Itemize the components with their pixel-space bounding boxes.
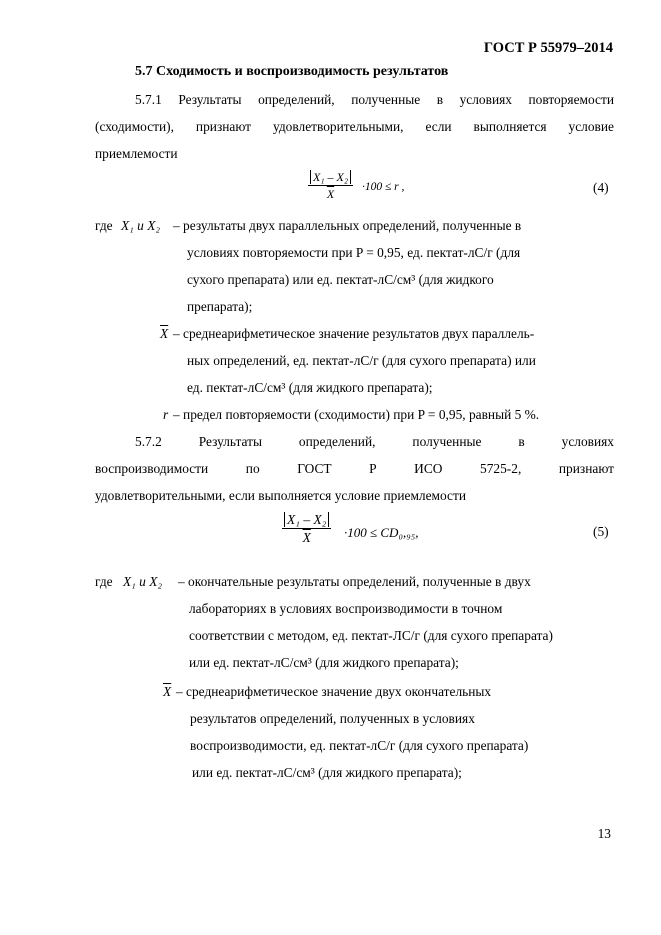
where-5-symbols: X₁ и X₂ xyxy=(123,574,163,589)
where-5-x12-line3: соответствии с методом, ед. пектат-ЛС/г (для сухого препарата) xyxy=(189,628,553,643)
formula-5-tail: ·100 ≤ CD₀,₉₅, xyxy=(344,525,419,540)
paragraph-572-line2: воспроизводимости по ГОСТ Р ИСО 5725-2, признают xyxy=(95,461,614,476)
paragraph-572-line1: 5.7.2 Результаты определений, полученные в условиях xyxy=(135,434,614,449)
formula-4-number: (4) xyxy=(593,180,609,195)
page-number: 13 xyxy=(597,826,611,841)
formula-4-tail: ·100 ≤ r , xyxy=(362,181,405,193)
where-5-x12-line2: лабораториях в условиях воспроизводимости в точном xyxy=(189,601,503,616)
formula-5-numerator: X₁ – X₂ xyxy=(284,512,329,527)
formula-5-denominator: X xyxy=(302,530,311,545)
formula-4-numerator: X₁ – X₂ xyxy=(310,170,351,184)
where-4-lead: где xyxy=(95,218,113,233)
where-5-xbar-symbol: $\overline{X}$ xyxy=(163,684,172,699)
formula-4-denominator: X xyxy=(326,187,335,201)
where-4-xbar-line3: ед. пектат-лС/см³ (для жидкого препарата); xyxy=(187,380,433,395)
where-5-x12-line4: или ед. пектат-лС/см³ (для жидкого препарата); xyxy=(189,655,459,670)
where-5-xbar-line3: воспроизводимости, ед. пектат-лС/г (для сухого препарата) xyxy=(190,738,529,753)
where-5-x12-line1: – окончательные результаты определений, полученные в двух xyxy=(178,574,531,589)
where-5-xbar-line4: или ед. пектат-лС/см³ (для жидкого препарата); xyxy=(192,765,462,780)
where-4-x12-line3: сухого препарата) или ед. пектат-лС/см³ (для жидкого xyxy=(187,272,494,287)
paragraph-572-line3: удовлетворительными, если выполняется условие приемлемости xyxy=(95,488,467,503)
where-4-r-symbol: r xyxy=(163,407,169,422)
where-4-xbar-line2: ных определений, ед. пектат-лС/г (для сухого препарата) или xyxy=(187,353,536,368)
where-4-xbar-line1: – среднеарифметическое значение результатов двух параллель- xyxy=(173,326,535,341)
paragraph-571-line2: (сходимости), признают удовлетворительными, если выполняется условие xyxy=(95,119,614,134)
section-title: 5.7 Сходимость и воспроизводимость результатов xyxy=(135,64,449,79)
document-code: ГОСТ Р 55979–2014 xyxy=(483,40,613,56)
where-5-lead: где xyxy=(95,574,113,589)
where-4-x12-line4: препарата); xyxy=(187,299,253,314)
where-5-xbar-line1: – среднеарифметическое значение двух окончательных xyxy=(176,684,492,699)
where-5-xbar-line2: результатов определений, полученных в условиях xyxy=(190,711,475,726)
paragraph-571-line3: приемлемости xyxy=(95,146,178,161)
where-4-xbar-symbol: $\overline{X}$ xyxy=(160,326,169,341)
where-4-r-line: – предел повторяемости (сходимости) при P = 0,95, равный 5 %. xyxy=(173,407,540,422)
formula-4-fraction xyxy=(308,170,353,202)
where-4-x12-line1: – результаты двух параллельных определений, полученные в xyxy=(173,218,522,233)
formula-5-fraction xyxy=(282,512,331,546)
formula-5-number: (5) xyxy=(593,524,609,539)
where-4-x12-line2: условиях повторяемости при P = 0,95, ед. пектат-лС/г (для xyxy=(187,245,521,260)
where-4-symbols: X₁ и X₂ xyxy=(121,218,161,233)
paragraph-571-line1: 5.7.1 Результаты определений, полученные в условиях повторяемости xyxy=(135,92,614,107)
